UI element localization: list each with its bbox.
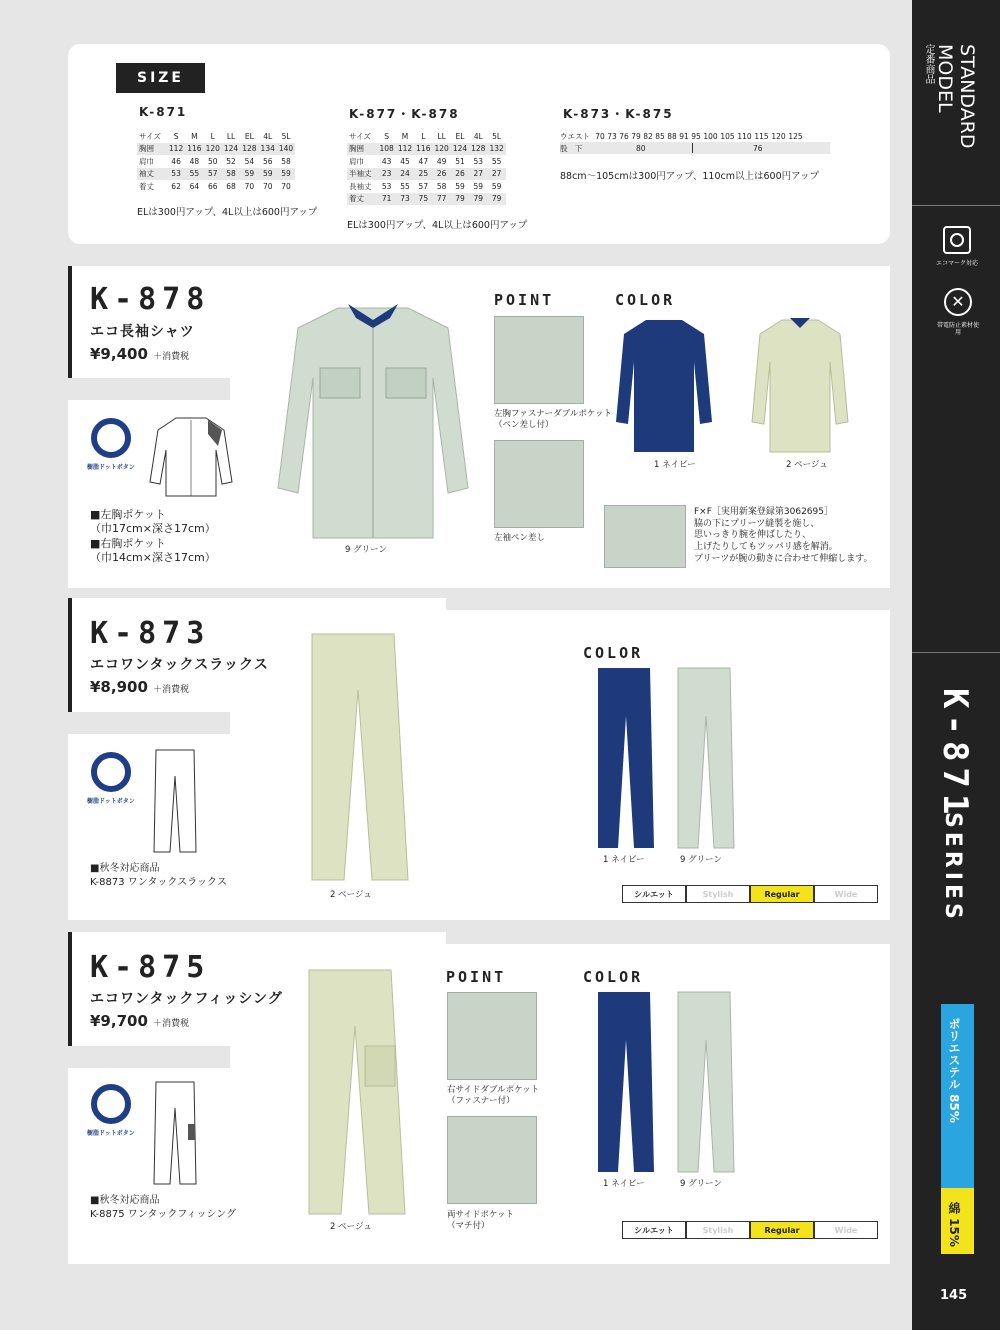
k878-fxf-photo (604, 505, 686, 568)
size-cell: 116 (416, 144, 431, 154)
waist-value: 76 (619, 131, 629, 141)
eco-mark-icon (943, 226, 971, 254)
size-cell: 54 (244, 156, 255, 166)
size-cell: 50 (207, 156, 218, 166)
sidebar-standard: STANDARD (956, 44, 978, 149)
k871-size-heading: K-871 (139, 105, 188, 119)
size-cell: 134 (260, 144, 275, 154)
size-cell: 23 (378, 168, 396, 181)
size-cell: 55 (400, 181, 410, 191)
size-cell: 59 (491, 181, 502, 191)
size-cell: 59 (259, 168, 277, 181)
k875-main-color: 2 ベージュ (330, 1222, 372, 1232)
size-cell: 73 (396, 193, 414, 206)
k875-color-heading: COLOR (583, 968, 644, 986)
k875-point-caption-2: 両サイドポケット （マチ付） (447, 1210, 514, 1232)
k875-flat-drawing (150, 1078, 200, 1188)
size-cell: 24 (396, 168, 414, 181)
size-cell: 長袖丈 (349, 181, 372, 191)
k878-color-navy: 1 ネイビー (654, 460, 696, 470)
k873-size-heading: K-873・K-875 (563, 107, 674, 121)
size-header-cell: EL (455, 131, 465, 141)
waist-value: 95 (691, 131, 701, 141)
k878-color-heading: COLOR (615, 291, 676, 309)
size-cell: 58 (281, 156, 291, 166)
size-cell: 57 (204, 168, 222, 181)
table-row (137, 180, 295, 193)
antistatic-label: 帯電防止素材使用 (936, 322, 979, 337)
k878-price: ¥9,400 ＋消費税 (90, 345, 190, 363)
waist-value: 100 (703, 131, 718, 141)
k871-size-note: ELは300円アップ、4L以上は600円アップ (137, 207, 318, 218)
k875-season: ■秋冬対応商品 (90, 1195, 160, 1206)
size-header-cell: サイズ (349, 131, 371, 141)
resin-button-label: 樹脂ドットボタン (87, 464, 135, 471)
size-header-cell: 4L (473, 131, 483, 141)
size-cell: 53 (381, 181, 392, 191)
k878-point-photo-2 (494, 440, 584, 528)
size-cell: 胸囲 (137, 143, 167, 156)
series-word: SERIES (940, 812, 965, 923)
size-cell: 26 (451, 168, 469, 181)
resin-button-label: 樹脂ドットボタン (87, 798, 135, 805)
size-cell: 58 (436, 181, 447, 191)
size-cell: 58 (222, 168, 240, 181)
k875-related: K-8875 ワンタックフィッシング (90, 1209, 237, 1220)
waist-value: 110 (737, 131, 752, 141)
size-header-cell: S (384, 131, 390, 141)
size-cell: 77 (432, 193, 450, 206)
size-cell: 43 (381, 156, 392, 166)
size-cell: 26 (432, 168, 450, 181)
k873-flat-drawing (150, 746, 200, 856)
table-row (137, 155, 295, 168)
size-cell: 57 (418, 181, 429, 191)
k873-size-table (560, 130, 830, 154)
table-row (137, 168, 295, 181)
k875-color-green: 9 グリーン (680, 1179, 722, 1189)
k875-point-photo-1 (447, 992, 537, 1080)
k873-code: K-873 (90, 616, 211, 651)
k873-season: ■秋冬対応商品 (90, 863, 160, 874)
inseam-a: 80 (636, 143, 646, 153)
waist-value: 115 (754, 131, 769, 141)
size-cell: 79 (487, 193, 505, 206)
size-cell: 53 (473, 156, 484, 166)
size-cell: 64 (189, 181, 200, 191)
size-header-cell: LL (226, 131, 236, 141)
waist-label: ウエスト (560, 131, 590, 141)
waist-value: 73 (607, 131, 617, 141)
k873-price: ¥8,900 ＋消費税 (90, 678, 190, 696)
page-number: 145 (940, 1288, 968, 1303)
k877-size-heading: K-877・K-878 (349, 107, 460, 121)
size-cell: 124 (452, 144, 468, 154)
k878-main-photo (268, 298, 478, 543)
size-header-cell: 5L (281, 131, 291, 141)
k878-beige-photo (750, 312, 850, 457)
k875-code: K-875 (90, 950, 211, 985)
size-cell: 112 (397, 144, 413, 154)
k875-point-caption-1: 右サイドダブルポケット （ファスナー付） (447, 1085, 540, 1107)
silhouette-label: シルエット (622, 885, 686, 903)
waist-value: 88 (667, 131, 677, 141)
k873-name: エコワンタックスラックス (90, 657, 269, 673)
resin-button-label: 樹脂ドットボタン (87, 1130, 135, 1137)
resin-button-icon (91, 1084, 131, 1124)
size-header-cell: M (191, 131, 198, 141)
size-header-cell: L (210, 131, 215, 141)
size-header-cell: 4L (263, 131, 273, 141)
k875-point-heading: POINT (446, 968, 507, 986)
size-header-cell: EL (244, 131, 254, 141)
waist-value: 91 (679, 131, 689, 141)
waist-value: 85 (655, 131, 665, 141)
size-cell: 袖丈 (137, 168, 167, 181)
silhouette-stylish: Stylish (686, 1221, 750, 1239)
k873-color-navy: 1 ネイビー (603, 855, 645, 865)
size-cell: 51 (455, 156, 465, 166)
size-header-cell: L (421, 131, 426, 141)
size-header-cell: S (173, 131, 179, 141)
waist-value: 82 (643, 131, 653, 141)
k873-main-photo (308, 630, 418, 885)
size-cell: 120 (205, 144, 220, 154)
size-cell: 着丈 (139, 181, 154, 191)
k878-point-photo-1 (494, 316, 584, 404)
size-cell: 59 (473, 181, 484, 191)
size-cell: 胸囲 (347, 143, 378, 156)
k878-color-beige: 2 ベージュ (786, 460, 828, 470)
inseam-b: 76 (753, 143, 763, 153)
k875-price: ¥9,700 ＋消費税 (90, 1012, 190, 1030)
size-header-cell: LL (437, 131, 446, 141)
silhouette-regular: Regular (750, 885, 814, 903)
table-row (347, 168, 506, 181)
k877-size-table (347, 130, 506, 205)
resin-button-icon (91, 752, 131, 792)
size-cell: 116 (187, 144, 202, 154)
k875-color-navy: 1 ネイビー (603, 1179, 645, 1189)
size-cell: 27 (469, 168, 487, 181)
k878-main-color: 9 グリーン (345, 545, 387, 555)
size-cell: 124 (223, 144, 239, 154)
eco-mark-label: エコマーク対応 (936, 260, 979, 267)
k875-navy-photo (596, 990, 656, 1175)
k877-size-note: ELは300円アップ、4L以上は600円アップ (347, 220, 528, 231)
sidebar-jp: 定番商品 (923, 44, 934, 84)
waist-values (594, 132, 804, 141)
size-cell: 132 (489, 144, 504, 154)
k875-green-photo (676, 990, 736, 1175)
size-header-cell: M (401, 131, 409, 141)
size-cell: 着丈 (347, 193, 378, 206)
size-cell: 59 (240, 168, 258, 181)
waist-value: 79 (631, 131, 641, 141)
k875-silhouette-scale (622, 1221, 878, 1239)
size-cell: 27 (487, 168, 505, 181)
k873-related: K-8873 ワンタックスラックス (90, 877, 227, 888)
size-cell: 68 (226, 181, 236, 191)
table-row (347, 155, 506, 168)
k878-navy-photo (614, 312, 714, 457)
size-cell: 55 (491, 156, 502, 166)
k873-color-heading: COLOR (583, 644, 644, 662)
waist-value: 70 (595, 131, 605, 141)
antistatic-icon: ✕ (944, 288, 972, 316)
k878-pocket-specs: ■左胸ポケット （巾17cm×深さ17cm） ■右胸ポケット （巾14cm×深さ17cm） (90, 508, 216, 564)
size-header-cell: 5L (492, 131, 502, 141)
size-cell: 71 (378, 193, 396, 206)
size-cell: 25 (414, 168, 432, 181)
size-cell: 140 (278, 144, 294, 154)
k878-name: エコ長袖シャツ (90, 324, 195, 340)
size-cell: 66 (207, 181, 218, 191)
sidebar-model: MODEL (934, 44, 956, 113)
size-cell: 半袖丈 (347, 168, 378, 181)
waist-value: 125 (788, 131, 803, 141)
k875-main-photo (305, 966, 415, 1218)
size-cell: 59 (277, 168, 295, 181)
size-cell: 45 (400, 156, 410, 166)
cotton-label: 綿 15% (947, 1202, 961, 1247)
size-cell: 49 (436, 156, 447, 166)
size-cell: 55 (185, 168, 203, 181)
size-cell: 47 (418, 156, 429, 166)
waist-value: 105 (720, 131, 735, 141)
size-cell: 53 (167, 168, 185, 181)
size-cell: 70 (281, 181, 291, 191)
size-cell: 52 (226, 156, 236, 166)
k878-point-caption-2: 左袖ペン差し (494, 533, 546, 543)
table-row (347, 193, 506, 206)
k873-color-green: 9 グリーン (680, 855, 722, 865)
k873-green-photo (676, 666, 736, 851)
size-cell: 48 (189, 156, 200, 166)
silhouette-label: シルエット (622, 1221, 686, 1239)
silhouette-wide: Wide (814, 885, 878, 903)
silhouette-stylish: Stylish (686, 885, 750, 903)
silhouette-regular: Regular (750, 1221, 814, 1239)
k875-point-photo-2 (447, 1116, 537, 1204)
inseam-label: 股 下 (560, 143, 583, 153)
k878-code: K-878 (90, 282, 211, 317)
polyester-label: ポリエステル 85% (947, 1018, 961, 1123)
silhouette-wide: Wide (814, 1221, 878, 1239)
k878-fxf-text: F×F［実用新案登録第3062695］ 脇の下にプリーツ縫製を施し、 思いっきり腕を伸ばしたり、 上げたりしてもツッパリ感を解消。 プリーツが腕の動きに合わせて伸縮します。 (694, 507, 873, 564)
size-cell: 59 (455, 181, 465, 191)
k875-name: エコワンタックフィッシング (90, 991, 283, 1007)
size-cell: 79 (451, 193, 469, 206)
k873-navy-photo (596, 666, 656, 851)
table-row (347, 180, 506, 193)
size-heading: SIZE (116, 63, 205, 93)
resin-button-icon (91, 418, 131, 458)
size-cell: 112 (168, 144, 184, 154)
size-cell: 128 (471, 144, 486, 154)
size-cell: 120 (434, 144, 449, 154)
k873-main-color: 2 ベージュ (330, 890, 372, 900)
size-cell: 70 (244, 181, 255, 191)
series-code: K-871 (935, 688, 975, 821)
waist-value: 120 (771, 131, 786, 141)
size-cell: 128 (242, 144, 257, 154)
k873-size-note: 88cm～105cmは300円アップ、110cm以上は600円アップ (560, 171, 819, 182)
table-row (137, 143, 295, 156)
k871-size-table (137, 130, 295, 193)
size-cell: 56 (262, 156, 273, 166)
size-cell: 70 (262, 181, 273, 191)
size-cell: 75 (414, 193, 432, 206)
k878-point-caption-1: 左胸ファスナーダブルポケット （ペン差し付） (494, 409, 612, 431)
size-cell: 肩巾 (139, 156, 154, 166)
size-cell: 79 (469, 193, 487, 206)
size-header-cell: サイズ (139, 131, 161, 141)
size-cell: 肩巾 (349, 156, 364, 166)
size-cell: 108 (379, 144, 394, 154)
k878-flat-drawing (146, 410, 236, 500)
k878-point-heading: POINT (494, 291, 555, 309)
table-row (347, 143, 506, 156)
k873-silhouette-scale (622, 885, 878, 903)
size-cell: 62 (171, 181, 181, 191)
size-cell: 46 (171, 156, 181, 166)
